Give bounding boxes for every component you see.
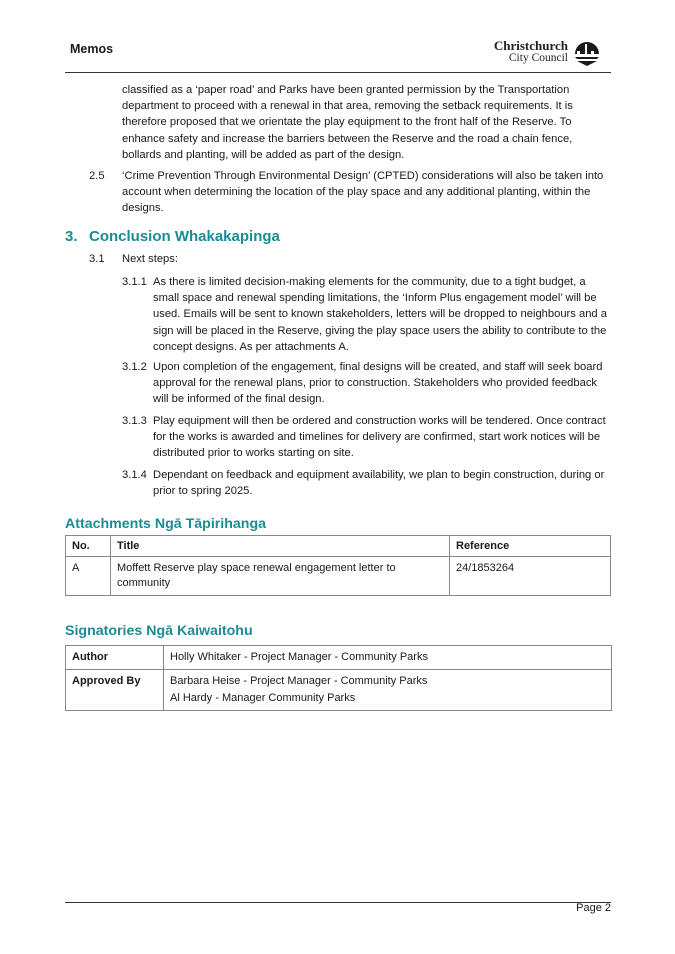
conclusion-title: Conclusion Whakakapinga [89, 228, 280, 245]
paragraph-2-5: ‘Crime Prevention Through Environmental Design’ (CPTED) considerations will also be taken into account when determining the location of the play space and any additional planting, within the designs. [122, 170, 604, 215]
paragraph-3-1: Next steps: [122, 253, 178, 265]
cathedral-logo-icon [574, 41, 600, 67]
approver-1: Barbara Heise - Project Manager - Community Parks [170, 675, 428, 687]
para-number-3-1-1: 3.1.1 [122, 276, 147, 288]
approved-by-value [164, 670, 612, 711]
para-number-3-1-2: 3.1.2 [122, 361, 147, 373]
para-number-3-1-3: 3.1.3 [122, 415, 147, 427]
attachments-heading: Attachments Ngā Tāpirihanga [65, 516, 267, 532]
table-row [66, 646, 612, 670]
header-rule [65, 72, 611, 73]
table-header-row [66, 536, 611, 557]
attachments-table [65, 535, 611, 596]
page-number: Page 2 [576, 902, 611, 914]
column-header-no: No. [66, 536, 111, 557]
approved-by-label: Approved By [66, 670, 164, 711]
author-value: Holly Whitaker - Project Manager - Community Parks [164, 646, 612, 670]
council-logo [493, 38, 600, 68]
conclusion-heading [65, 228, 280, 245]
signatories-heading: Signatories Ngā Kaiwaitohu [65, 623, 253, 639]
para-number-2-5: 2.5 [89, 170, 105, 182]
table-row [66, 557, 611, 596]
signatories-table [65, 645, 612, 711]
para-number-3-1-4: 3.1.4 [122, 469, 147, 481]
column-header-reference: Reference [450, 536, 611, 557]
footer-rule [65, 902, 611, 903]
para-number-3-1: 3.1 [89, 253, 105, 265]
cell-no: A [66, 557, 111, 596]
paragraph-3-1-4: Dependant on feedback and equipment availability, we plan to begin construction, during or prior to spring 2025. [153, 469, 605, 498]
cell-reference: 24/1853264 [450, 557, 611, 596]
column-header-title: Title [111, 536, 450, 557]
conclusion-number: 3. [65, 228, 78, 245]
author-label: Author [66, 646, 164, 670]
cell-title: Moffett Reserve play space renewal engagement letter to community [111, 557, 450, 596]
continuation-paragraph: classified as a ‘paper road’ and Parks have been granted permission by the Transportation department to proceed with a renewal in that area, removing the setback requirements. It is therefore proposed that we orientate the play equipment to the front half of the Reserve. To enhance safety and increase the barriers between the Reserve and the road a chain fence, bollards and planting, will be added as part of the design. [122, 84, 573, 161]
table-row [66, 670, 612, 711]
logo-line1: Christchurch [493, 38, 568, 53]
header-memos: Memos [70, 42, 114, 56]
approver-2: Al Hardy - Manager Community Parks [170, 692, 356, 704]
paragraph-3-1-2: Upon completion of the engagement, final designs will be created, and staff will seek board approval for the renewal plans, prior to construction. Stakeholders who provided feedback will be informed of the final design. [153, 361, 603, 406]
paragraph-3-1-1: As there is limited decision-making elements for the community, due to a tight budget, a small space and renewal spending limitations, the ‘Inform Plus engagement model’ will be used. Emails will be sent to known stakeholders, letters will be dropped to neighbours and a sign will be placed in the Reserve, giving the play space users the ability to contribute to the concept designs. As per attachments A. [153, 276, 607, 353]
paragraph-3-1-3: Play equipment will then be ordered and construction works will be tendered. Once contract for the works is awarded and timelines for delivery are confirmed, start work notices will be distributed prior to works starting on site. [153, 415, 606, 460]
logo-line2: City Council [508, 52, 568, 64]
